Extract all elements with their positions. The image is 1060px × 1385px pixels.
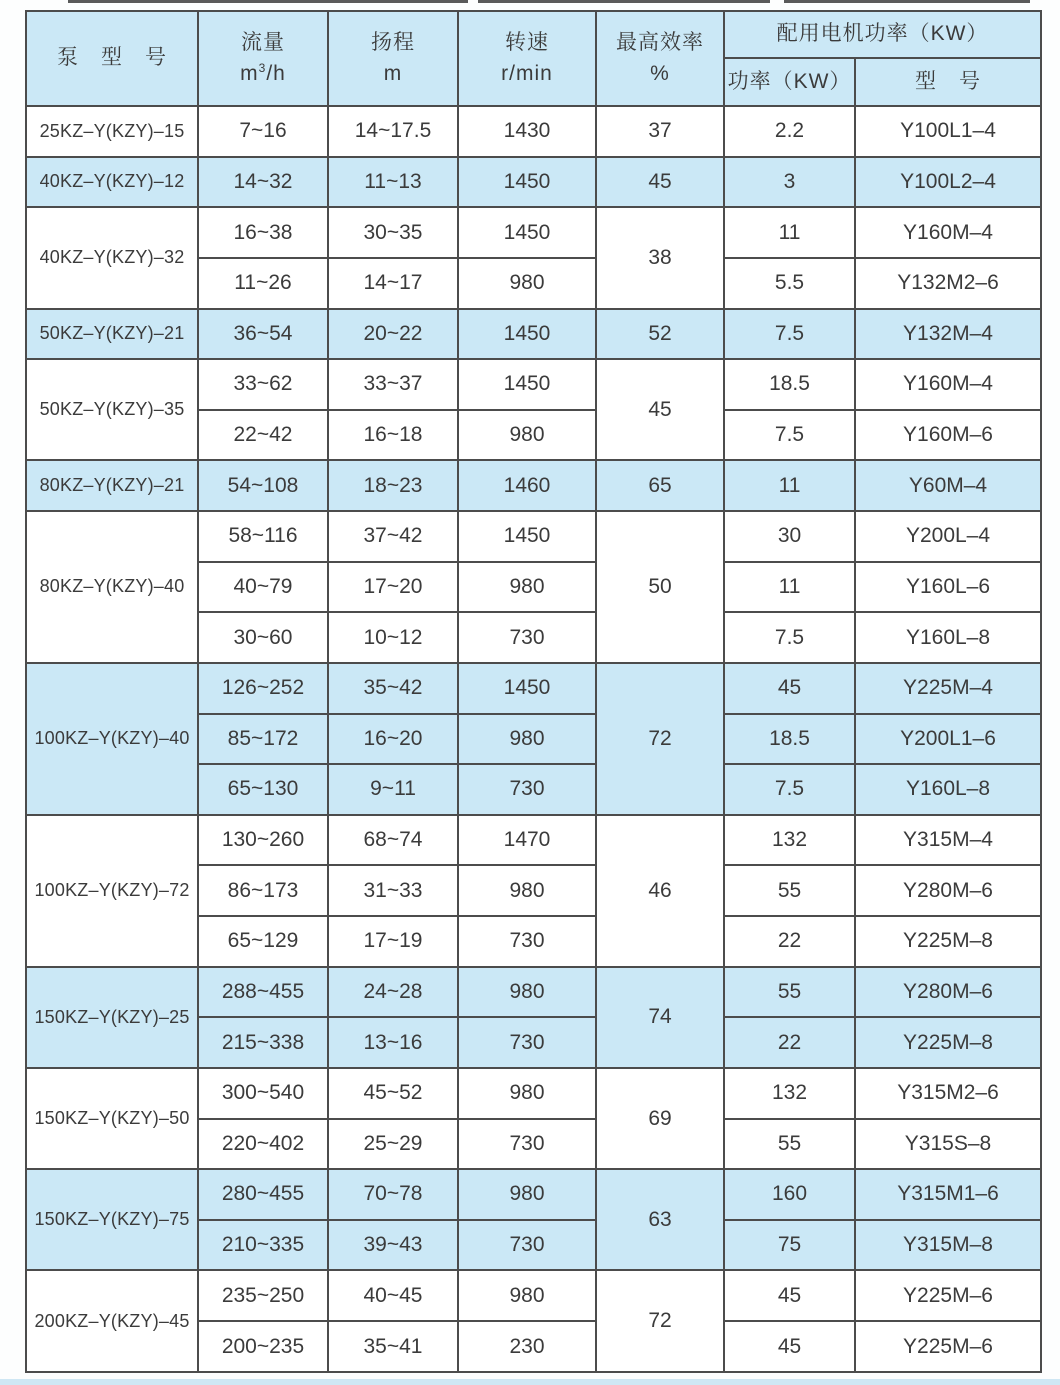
pump-model-cell: 80KZ–Y(KZY)–40: [26, 511, 198, 663]
flow-cell: 130~260: [198, 815, 328, 866]
speed-cell: 230: [458, 1321, 596, 1372]
head-cell: 35~41: [328, 1321, 458, 1372]
speed-cell: 1430: [458, 106, 596, 157]
header-head-unit: m: [383, 61, 403, 85]
motor-model-cell: Y60M–4: [855, 460, 1041, 511]
power-cell: 7.5: [724, 309, 855, 360]
cropped-border-fragment: [478, 0, 770, 3]
speed-cell: 730: [458, 764, 596, 815]
header-flow: [198, 11, 328, 106]
pump-model-cell: 150KZ–Y(KZY)–25: [26, 967, 198, 1068]
table-row: [26, 309, 1041, 360]
pump-model-cell: 100KZ–Y(KZY)–72: [26, 815, 198, 967]
speed-cell: 1450: [458, 511, 596, 562]
power-cell: 22: [724, 916, 855, 967]
speed-cell: 980: [458, 1169, 596, 1220]
motor-model-cell: Y132M2–6: [855, 258, 1041, 309]
header-speed-unit: r/min: [501, 61, 553, 85]
efficiency-cell: 50: [596, 511, 724, 663]
head-cell: 10~12: [328, 612, 458, 663]
header-head-label: 扬程: [371, 31, 415, 55]
speed-cell: 730: [458, 916, 596, 967]
header-speed-label: 转速: [505, 31, 549, 55]
motor-model-cell: Y160M–4: [855, 207, 1041, 258]
speed-cell: 980: [458, 258, 596, 309]
header-motor-group: 配用电机功率（KW）: [724, 11, 1041, 58]
head-cell: 68~74: [328, 815, 458, 866]
head-cell: 16~20: [328, 714, 458, 765]
power-cell: 30: [724, 511, 855, 562]
header-motor-power: 功率（KW）: [724, 58, 855, 106]
speed-cell: 730: [458, 1017, 596, 1068]
speed-cell: 980: [458, 1270, 596, 1321]
motor-model-cell: Y225M–6: [855, 1321, 1041, 1372]
efficiency-cell: 72: [596, 1270, 724, 1372]
pump-model-cell: 150KZ–Y(KZY)–50: [26, 1068, 198, 1169]
header-head: [328, 11, 458, 106]
motor-model-cell: Y160M–6: [855, 410, 1041, 461]
power-cell: 2.2: [724, 106, 855, 157]
head-cell: 37~42: [328, 511, 458, 562]
header-motor-model: 型 号: [855, 58, 1041, 106]
speed-cell: 1450: [458, 309, 596, 360]
table-row: [26, 1169, 1041, 1220]
motor-model-cell: Y200L–4: [855, 511, 1041, 562]
power-cell: 18.5: [724, 714, 855, 765]
motor-model-cell: Y100L2–4: [855, 157, 1041, 208]
flow-cell: 58~116: [198, 511, 328, 562]
flow-cell: 40~79: [198, 562, 328, 613]
head-cell: 39~43: [328, 1220, 458, 1271]
efficiency-cell: 65: [596, 460, 724, 511]
table-row: [26, 207, 1041, 258]
motor-model-cell: Y225M–4: [855, 663, 1041, 714]
pump-model-cell: 40KZ–Y(KZY)–12: [26, 157, 198, 208]
pump-model-cell: 50KZ–Y(KZY)–35: [26, 359, 198, 460]
power-cell: 11: [724, 460, 855, 511]
motor-model-cell: Y100L1–4: [855, 106, 1041, 157]
speed-cell: 730: [458, 1119, 596, 1170]
motor-model-cell: Y225M–6: [855, 1270, 1041, 1321]
power-cell: 45: [724, 663, 855, 714]
power-cell: 55: [724, 967, 855, 1018]
head-cell: 33~37: [328, 359, 458, 410]
efficiency-cell: 72: [596, 663, 724, 815]
motor-model-cell: Y132M–4: [855, 309, 1041, 360]
speed-cell: 980: [458, 865, 596, 916]
power-cell: 45: [724, 1270, 855, 1321]
header-flow-label: 流量: [241, 31, 285, 55]
efficiency-cell: 45: [596, 157, 724, 208]
head-cell: 25~29: [328, 1119, 458, 1170]
flow-cell: 85~172: [198, 714, 328, 765]
efficiency-cell: 69: [596, 1068, 724, 1169]
table-row: [26, 1068, 1041, 1119]
head-cell: 20~22: [328, 309, 458, 360]
power-cell: 7.5: [724, 612, 855, 663]
speed-cell: 980: [458, 714, 596, 765]
flow-cell: 7~16: [198, 106, 328, 157]
power-cell: 45: [724, 1321, 855, 1372]
speed-cell: 980: [458, 967, 596, 1018]
flow-cell: 86~173: [198, 865, 328, 916]
pump-model-cell: 80KZ–Y(KZY)–21: [26, 460, 198, 511]
speed-cell: 980: [458, 562, 596, 613]
pump-model-cell: 200KZ–Y(KZY)–45: [26, 1270, 198, 1372]
motor-model-cell: Y315M2–6: [855, 1068, 1041, 1119]
table-row: [26, 1270, 1041, 1321]
head-cell: 35~42: [328, 663, 458, 714]
head-cell: 31~33: [328, 865, 458, 916]
efficiency-cell: 46: [596, 815, 724, 967]
flow-cell: 22~42: [198, 410, 328, 461]
speed-cell: 1450: [458, 663, 596, 714]
power-cell: 7.5: [724, 410, 855, 461]
head-cell: 18~23: [328, 460, 458, 511]
flow-cell: 14~32: [198, 157, 328, 208]
table-row: [26, 511, 1041, 562]
power-cell: 7.5: [724, 764, 855, 815]
head-cell: 17~20: [328, 562, 458, 613]
flow-cell: 54~108: [198, 460, 328, 511]
head-cell: 13~16: [328, 1017, 458, 1068]
flow-cell: 200~235: [198, 1321, 328, 1372]
flow-cell: 65~130: [198, 764, 328, 815]
head-cell: 17~19: [328, 916, 458, 967]
motor-model-cell: Y160M–4: [855, 359, 1041, 410]
efficiency-cell: 52: [596, 309, 724, 360]
motor-model-cell: Y315S–8: [855, 1119, 1041, 1170]
flow-cell: 30~60: [198, 612, 328, 663]
pump-model-cell: 25KZ–Y(KZY)–15: [26, 106, 198, 157]
page-bottom-edge: [0, 1379, 1060, 1385]
flow-cell: 126~252: [198, 663, 328, 714]
motor-model-cell: Y280M–6: [855, 865, 1041, 916]
power-cell: 160: [724, 1169, 855, 1220]
flow-cell: 215~338: [198, 1017, 328, 1068]
motor-model-cell: Y160L–8: [855, 764, 1041, 815]
header-flow-unit: $m^3/h$: [240, 60, 286, 85]
motor-model-cell: Y315M1–6: [855, 1169, 1041, 1220]
table-row: [26, 663, 1041, 714]
head-cell: 16~18: [328, 410, 458, 461]
table-row: [26, 967, 1041, 1018]
speed-cell: 730: [458, 612, 596, 663]
table-row: [26, 359, 1041, 410]
flow-cell: 280~455: [198, 1169, 328, 1220]
flow-cell: 36~54: [198, 309, 328, 360]
pump-model-cell: 40KZ–Y(KZY)–32: [26, 207, 198, 308]
power-cell: 3: [724, 157, 855, 208]
pump-spec-table: [25, 10, 1042, 1373]
motor-model-cell: Y315M–4: [855, 815, 1041, 866]
flow-cell: 220~402: [198, 1119, 328, 1170]
motor-model-cell: Y200L1–6: [855, 714, 1041, 765]
power-cell: 132: [724, 1068, 855, 1119]
pump-model-cell: 50KZ–Y(KZY)–21: [26, 309, 198, 360]
head-cell: 9~11: [328, 764, 458, 815]
flow-cell: 33~62: [198, 359, 328, 410]
table-row: [26, 157, 1041, 208]
power-cell: 22: [724, 1017, 855, 1068]
power-cell: 11: [724, 207, 855, 258]
flow-cell: 288~455: [198, 967, 328, 1018]
table-row: [26, 460, 1041, 511]
flow-cell: 210~335: [198, 1220, 328, 1271]
header-speed: [458, 11, 596, 106]
cropped-border-fragment: [784, 0, 1030, 3]
head-cell: 40~45: [328, 1270, 458, 1321]
power-cell: 5.5: [724, 258, 855, 309]
power-cell: 132: [724, 815, 855, 866]
power-cell: 75: [724, 1220, 855, 1271]
header-efficiency-unit: %: [650, 61, 670, 85]
power-cell: 18.5: [724, 359, 855, 410]
head-cell: 24~28: [328, 967, 458, 1018]
speed-cell: 730: [458, 1220, 596, 1271]
header-row-1: [26, 11, 1041, 58]
table-row: [26, 106, 1041, 157]
header-efficiency: [596, 11, 724, 106]
table-row: [26, 815, 1041, 866]
motor-model-cell: Y315M–8: [855, 1220, 1041, 1271]
efficiency-cell: 74: [596, 967, 724, 1068]
pump-model-cell: 100KZ–Y(KZY)–40: [26, 663, 198, 815]
speed-cell: 980: [458, 1068, 596, 1119]
head-cell: 30~35: [328, 207, 458, 258]
speed-cell: 1470: [458, 815, 596, 866]
efficiency-cell: 63: [596, 1169, 724, 1270]
efficiency-cell: 37: [596, 106, 724, 157]
flow-cell: 300~540: [198, 1068, 328, 1119]
head-cell: 14~17.5: [328, 106, 458, 157]
head-cell: 70~78: [328, 1169, 458, 1220]
pump-model-cell: 150KZ–Y(KZY)–75: [26, 1169, 198, 1270]
motor-model-cell: Y225M–8: [855, 1017, 1041, 1068]
motor-model-cell: Y160L–6: [855, 562, 1041, 613]
flow-cell: 11~26: [198, 258, 328, 309]
cropped-border-fragment: [68, 0, 468, 3]
speed-cell: 1450: [458, 207, 596, 258]
flow-cell: 235~250: [198, 1270, 328, 1321]
motor-model-cell: Y280M–6: [855, 967, 1041, 1018]
speed-cell: 1450: [458, 359, 596, 410]
speed-cell: 1450: [458, 157, 596, 208]
header-efficiency-label: 最高效率: [616, 31, 704, 55]
motor-model-cell: Y160L–8: [855, 612, 1041, 663]
efficiency-cell: 38: [596, 207, 724, 308]
speed-cell: 1460: [458, 460, 596, 511]
head-cell: 14~17: [328, 258, 458, 309]
motor-model-cell: Y225M–8: [855, 916, 1041, 967]
flow-cell: 16~38: [198, 207, 328, 258]
header-pump-model: 泵 型 号: [26, 11, 198, 106]
head-cell: 11~13: [328, 157, 458, 208]
power-cell: 55: [724, 1119, 855, 1170]
efficiency-cell: 45: [596, 359, 724, 460]
head-cell: 45~52: [328, 1068, 458, 1119]
speed-cell: 980: [458, 410, 596, 461]
power-cell: 11: [724, 562, 855, 613]
flow-cell: 65~129: [198, 916, 328, 967]
power-cell: 55: [724, 865, 855, 916]
